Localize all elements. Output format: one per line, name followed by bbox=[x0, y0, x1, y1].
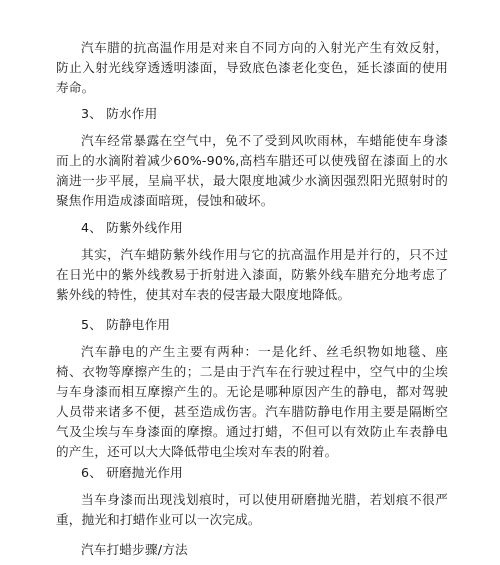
polish-paragraph: 当车身漆而出现浅划痕时，可以使用研磨抛光腊，若划痕不很严重，抛光和打蜡作业可以一次完成。 bbox=[56, 492, 448, 527]
uv-paragraph: 其实，汽车蜡防紫外线作用与它的抗高温作用是并行的，只不过在日光中的紫外线教易于折射进入漆面，防紫外线车腊充分地考虑了紫外线的特性，使其对车表的侵害最大限度地降低。 bbox=[56, 247, 448, 302]
section-heading-polish: 6、 研磨抛光作用 bbox=[81, 465, 183, 480]
section-heading-waxing-steps: 汽车打蜡步骤/方法 bbox=[81, 542, 188, 557]
static-paragraph: 汽车静电的产生主要有两种：一是化纤、丝毛织物如地毯、座椅、衣物等摩擦产生的；二是由于汽车在行驶过程中，空气中的尘埃与车身漆而相互摩擦产生的。无论是哪种原因产生的静电，都对驾驶人员带来诸多不便，甚至造成伤害。汽车腊防静电作用主要是隔断空气及尘埃与车身漆面的摩擦。通过打蜡，不但可以有效防止车表静电的产生，还可以大大降低带电尘埃对车表的附着。 bbox=[56, 344, 448, 459]
waterproof-paragraph: 汽车经常暴露在空气中，免不了受到风吹雨林，车蜡能使车身漆而上的水滴附着减少60%-90%,高档车腊还可以使残留在漆面上的水滴进一步平展，呈扁平状，最大限度地减少水滴因强烈阳光照射时的聚焦作用造成漆面暗斑，侵蚀和破坏。 bbox=[56, 133, 448, 208]
section-heading-waterproof: 3、 防水作用 bbox=[81, 106, 158, 121]
intro-paragraph: 汽车腊的抗高温作用是对来自不同方向的入射光产生有效反射，防止入射光线穿透透明漆面，导致底色漆老化变色，延长漆面的使用寿命。 bbox=[56, 40, 448, 95]
section-heading-uv: 4、 防紫外线作用 bbox=[81, 220, 183, 235]
section-heading-static: 5、 防静电作用 bbox=[81, 317, 171, 332]
